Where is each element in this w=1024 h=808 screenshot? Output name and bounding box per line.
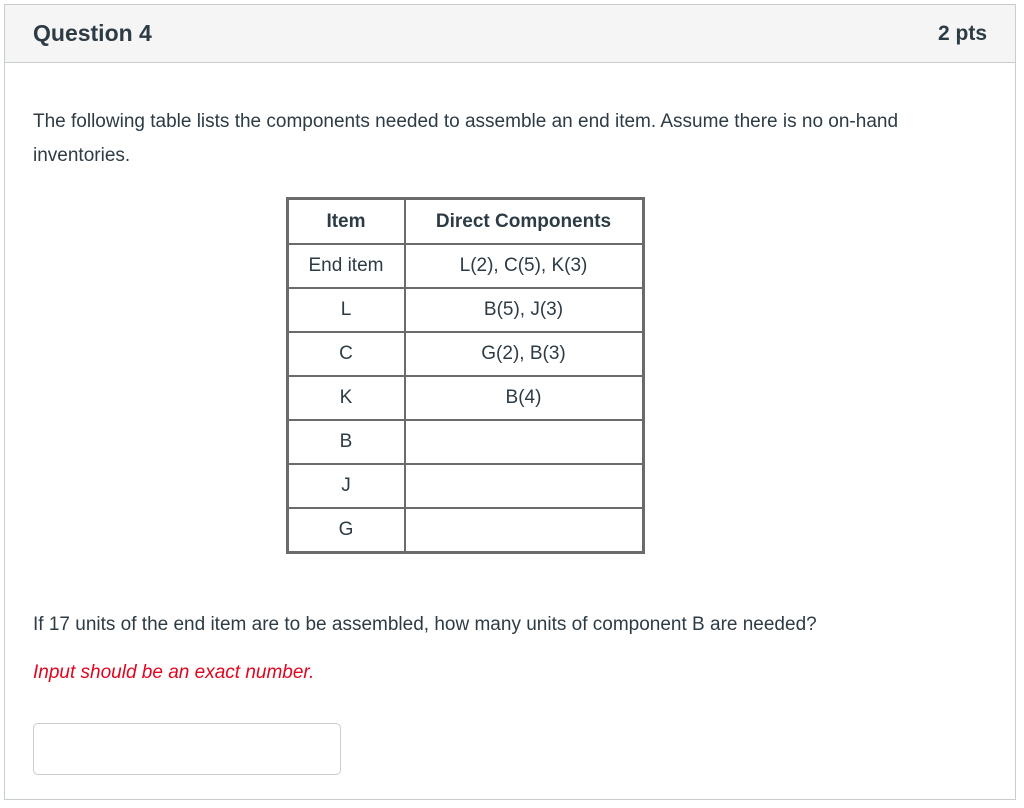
table-cell-item: K	[288, 376, 405, 420]
table-cell-item: L	[288, 288, 405, 332]
table-row	[288, 288, 643, 332]
table-header-item: Item	[288, 199, 405, 244]
answer-input[interactable]	[33, 723, 341, 775]
table-cell-components	[405, 420, 643, 464]
table-row	[288, 508, 643, 552]
question-prompt: If 17 units of the end item are to be assembled, how many units of component B are needed?	[33, 614, 817, 635]
question-title: Question 4	[33, 20, 152, 46]
table-cell-components: G(2), B(3)	[405, 332, 643, 376]
table-cell-components: B(4)	[405, 376, 643, 420]
table-row	[288, 244, 643, 288]
table-header-direct-components: Direct Components	[405, 199, 643, 244]
table-cell-item: G	[288, 508, 405, 552]
table-cell-item: B	[288, 420, 405, 464]
table-cell-components: L(2), C(5), K(3)	[405, 244, 643, 288]
table-cell-item: End item	[288, 244, 405, 288]
question-intro: The following table lists the components needed to assemble an end item. Assume there is no on-hand inventories.	[33, 111, 899, 166]
components-table	[286, 197, 645, 554]
table-header-row	[288, 199, 643, 244]
table-row	[288, 464, 643, 508]
table-row	[288, 420, 643, 464]
question-card	[4, 4, 1016, 800]
question-points: 2 pts	[937, 21, 987, 45]
question-header	[5, 5, 1015, 63]
table-cell-item: C	[288, 332, 405, 376]
validation-hint: Input should be an exact number.	[33, 662, 315, 683]
question-body	[5, 63, 1015, 775]
table-cell-components	[405, 508, 643, 552]
table-cell-components	[405, 464, 643, 508]
table-row	[288, 376, 643, 420]
table-cell-components: B(5), J(3)	[405, 288, 643, 332]
table-cell-item: J	[288, 464, 405, 508]
table-row	[288, 332, 643, 376]
